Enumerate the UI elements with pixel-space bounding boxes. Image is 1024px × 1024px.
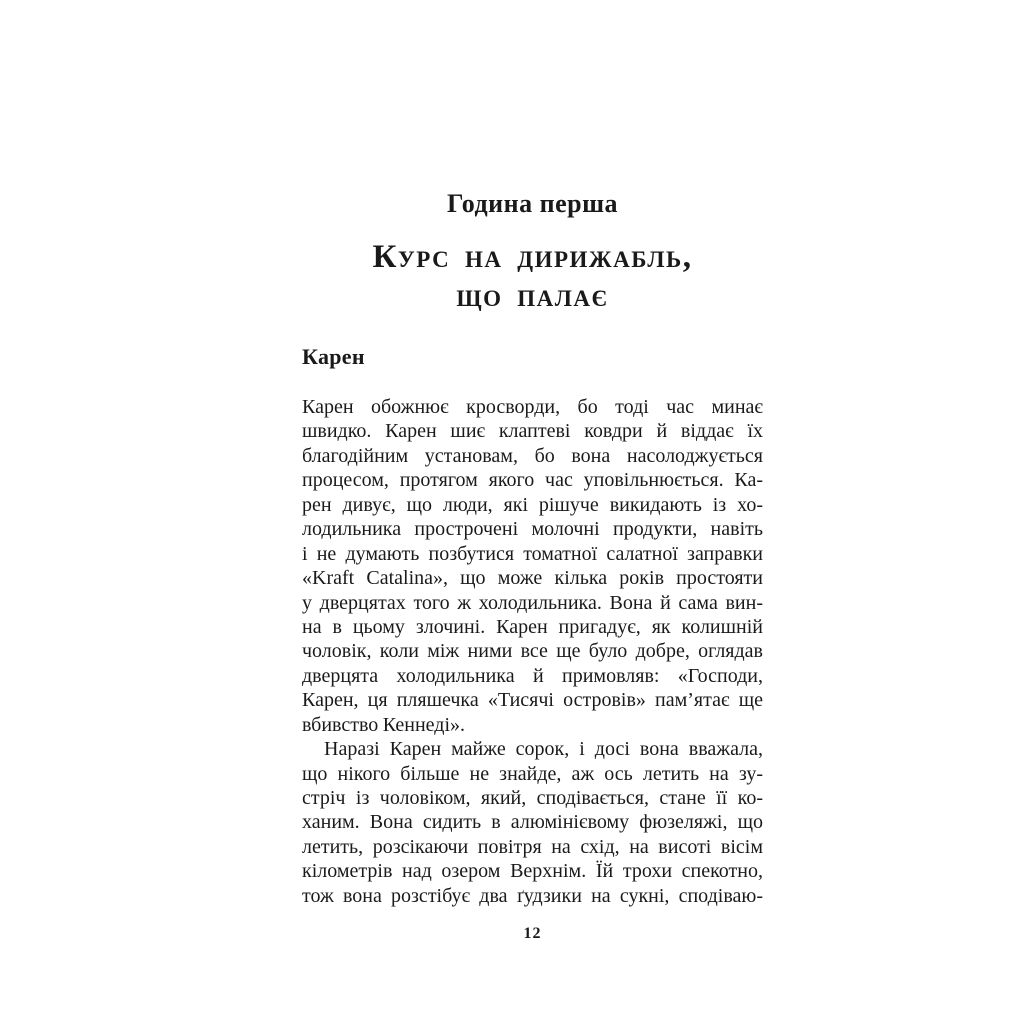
- chapter-title-line-1: Курс на дирижабль,: [372, 239, 693, 275]
- chapter-title-line-2: що палає: [456, 278, 609, 314]
- text-line: Карен обожнює кросворди, бо тоді час минає: [302, 396, 763, 418]
- paragraph: [302, 395, 763, 737]
- chapter-title: [302, 238, 763, 316]
- text-line: дверцята холодильника й примовляв: «Господи,: [302, 664, 763, 687]
- text-line: швидко. Карен шиє клаптеві ковдри й віддає їх: [302, 420, 763, 443]
- chapter-heading: Година перша: [446, 189, 619, 218]
- text-line: і не думають позбутися томатної салатної заправки: [302, 542, 763, 565]
- text-line: стріч із чоловіком, який, сподівається, стане її ко-: [302, 787, 763, 809]
- text-line: у дверцятах того ж холодильника. Вона й сама вин-: [302, 591, 763, 614]
- text-line: чоловік, коли між ними все ще було добре, оглядав: [302, 640, 763, 663]
- text-line: благодійним установам, бо вона насолоджується: [302, 444, 763, 467]
- text-line: вбивство Кеннеді».: [302, 713, 466, 736]
- text-line: процесом, протягом якого час уповільнюється. Ка-: [302, 469, 763, 492]
- text-line: лодильника прострочені молочні продукти, навіть: [302, 518, 763, 541]
- body-text: [302, 395, 763, 908]
- text-line: рен дивує, що люди, які рішуче викидають із хо-: [302, 493, 763, 516]
- text-line: що нікого більше не знайде, аж ось летить на зу-: [302, 762, 763, 785]
- text-line: ханим. Вона сидить в алюмінієвому фюзеляжі, що: [302, 811, 763, 834]
- text-line: «Kraft Catalina», що може кілька років простояти: [302, 567, 763, 590]
- paragraph: [302, 737, 763, 908]
- text-line: Наразі Карен майже сорок, і досі вона вважала,: [324, 738, 763, 761]
- text-line: Карен, ця пляшечка «Тисячі островів» пам’ятає ще: [302, 689, 763, 712]
- text-line: летить, розсікаючи повітря на схід, на висоті вісім: [302, 835, 763, 858]
- text-line: кілометрів над озером Верхнім. Їй трохи спекотно,: [302, 860, 763, 883]
- text-line: тож вона розстібує два ґудзики на сукні, сподіваю-: [302, 884, 763, 907]
- page-number: 12: [523, 925, 542, 942]
- section-heading: Карен: [302, 344, 365, 369]
- text-line: на в цьому злочині. Карен пригадує, як колишній: [302, 615, 763, 638]
